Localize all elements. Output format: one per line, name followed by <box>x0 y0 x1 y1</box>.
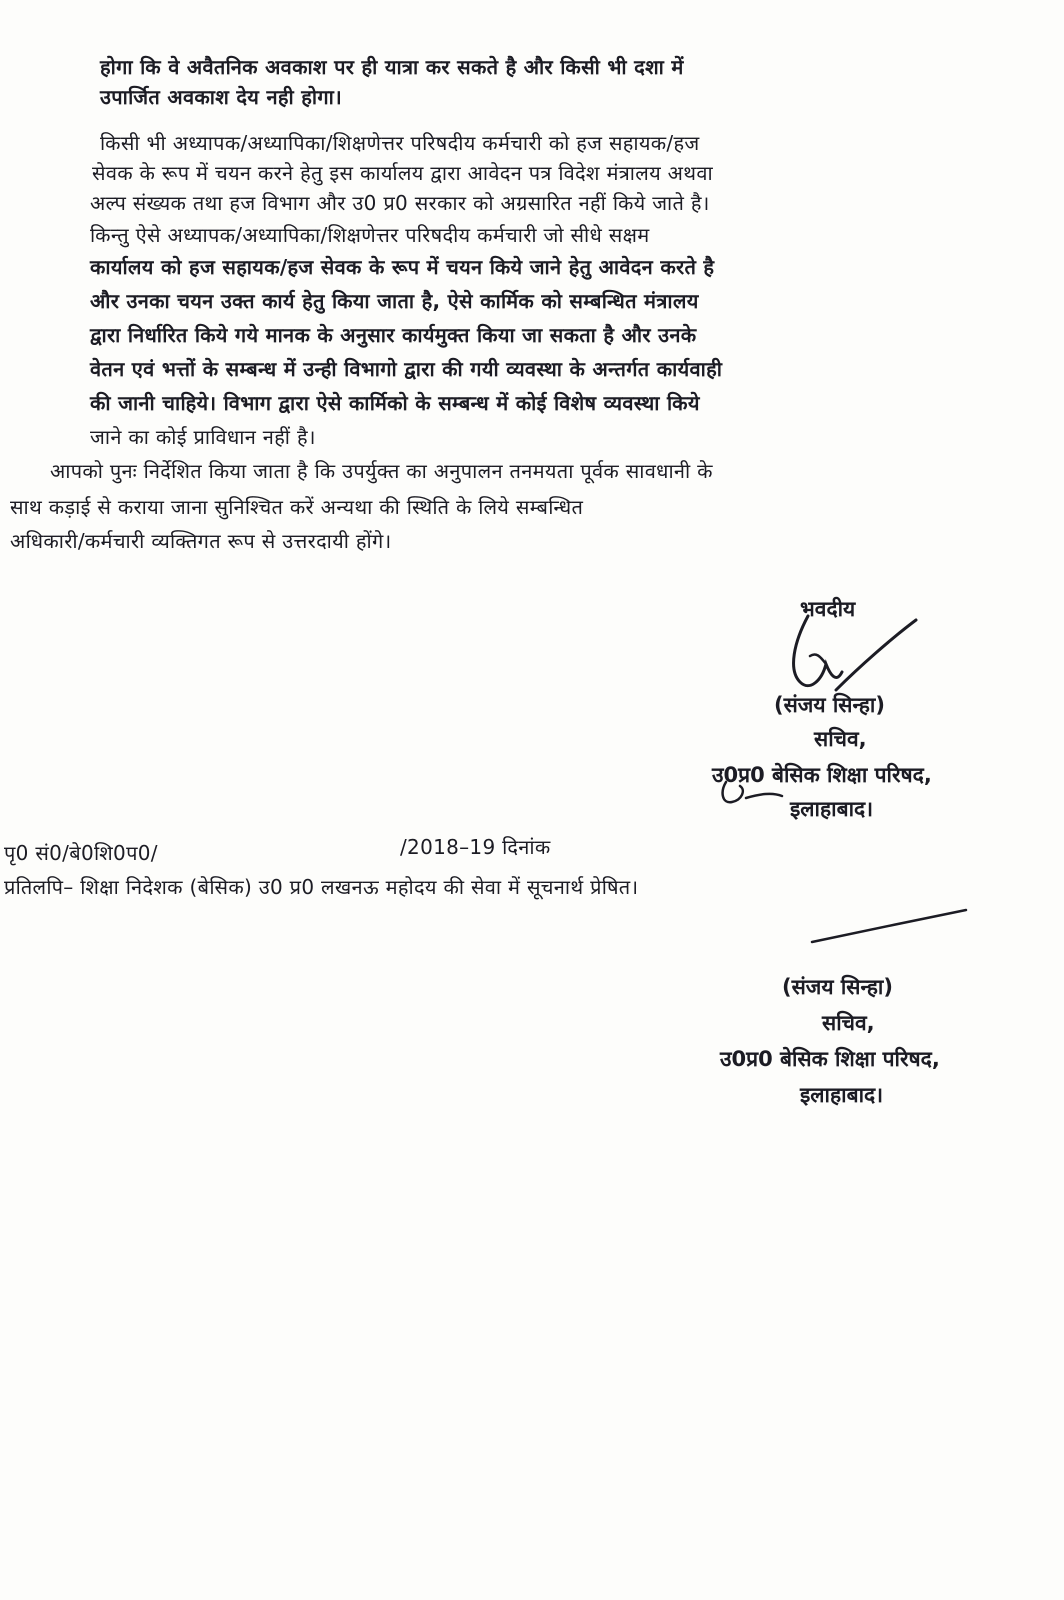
para3-line-2: साथ कड़ाई से कराया जाना सुनिश्चित करें अन्यथा की स्थिति के लिये सम्बन्धित <box>10 495 584 519</box>
para1-line-2: उपार्जित अवकाश देय नही होगा। <box>100 85 342 109</box>
initials-1-scribble <box>716 776 786 816</box>
para2-line-5: कार्यालय को हज सहायक/हज सेवक के रूप में चयन किये जाने हेतु आवेदन करते है <box>90 255 715 279</box>
para3-line-1: आपको पुनः निर्देशित किया जाता है कि उपर्युक्त का अनुपालन तनमयता पूर्वक सावधानी के <box>50 459 713 483</box>
para2-line-1: किसी भी अध्यापक/अध्यापिका/शिक्षणेत्तर परिषदीय कर्मचारी को हज सहायक/हज <box>100 131 700 155</box>
signatory-1-city: इलाहाबाद। <box>790 797 874 821</box>
signatory-1-office: उ0प्र0 बेसिक शिक्षा परिषद, <box>712 763 932 787</box>
para2-line-2: सेवक के रूप में चयन करने हेतु इस कार्यालय द्वारा आवेदन पत्र विदेश मंत्रालय अथवा <box>92 161 713 185</box>
reference-year-date: /2018–19 दिनांक <box>400 835 551 859</box>
signatory-1-designation: सचिव, <box>814 727 867 751</box>
signatory-2-name: (संजय सिन्हा) <box>782 975 893 999</box>
signatory-2-designation: सचिव, <box>822 1011 875 1035</box>
para2-line-7: द्वारा निर्धारित किये गये मानक के अनुसार कार्यमुक्त किया जा सकता है और उनके <box>90 323 697 347</box>
reference-number: पृ0 सं0/बे0शि0प0/ <box>4 841 158 865</box>
signatory-2-office: उ0प्र0 बेसिक शिक्षा परिषद, <box>720 1047 940 1071</box>
para2-line-6: और उनका चयन उक्त कार्य हेतु किया जाता है, ऐसे कार्मिक को सम्बन्धित मंत्रालय <box>90 289 699 313</box>
para2-line-8: वेतन एवं भत्तों के सम्बन्ध में उन्ही विभागो द्वारा की गयी व्यवस्था के अन्तर्गत कार्यवाही <box>90 357 723 381</box>
signatory-2-city: इलाहाबाद। <box>800 1083 884 1107</box>
para1-line-1: होगा कि वे अवैतनिक अवकाश पर ही यात्रा कर सकते है और किसी भी दशा में <box>100 55 684 79</box>
signatory-1-name: (संजय सिन्हा) <box>774 693 885 717</box>
copy-to-line: प्रतिलपि– शिक्षा निदेशक (बेसिक) उ0 प्र0 लखनऊ महोदय की सेवा में सूचनार्थ प्रेषित। <box>4 875 639 899</box>
para3-line-3: अधिकारी/कर्मचारी व्यक्तिगत रूप से उत्तरदायी होंगे। <box>10 529 392 553</box>
para2-line-10: जाने का कोई प्राविधान नहीं है। <box>90 425 316 449</box>
para2-line-3: अल्प संख्यक तथा हज विभाग और उ0 प्र0 सरकार को अग्रसारित नहीं किये जाते है। <box>90 191 710 215</box>
para2-line-9: की जानी चाहिये। विभाग द्वारा ऐसे कार्मिको के सम्बन्ध में कोई विशेष व्यवस्था किये <box>90 391 700 415</box>
para2-line-4: किन्तु ऐसे अध्यापक/अध्यापिका/शिक्षणेत्तर परिषदीय कर्मचारी जो सीधे सक्षम <box>90 223 650 247</box>
signature-2-scribble <box>808 908 968 948</box>
closing-text: भवदीय <box>800 597 856 621</box>
